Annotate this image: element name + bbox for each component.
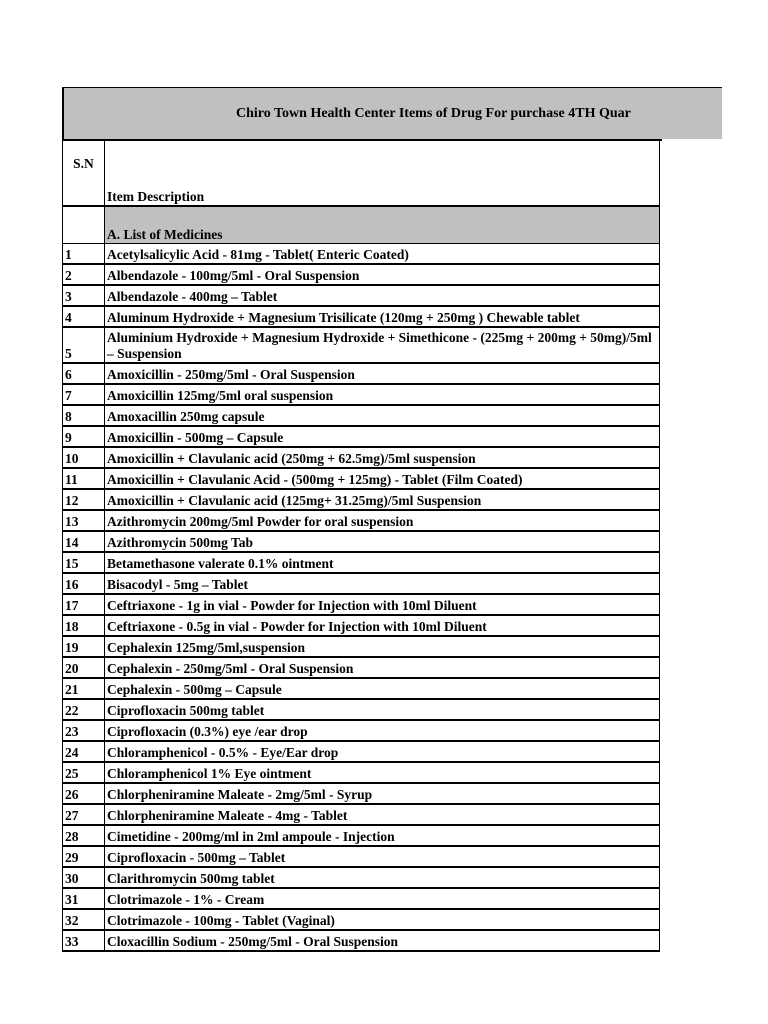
row-sn: 28	[63, 825, 105, 846]
title-row	[62, 87, 722, 139]
row-sn: 5	[63, 327, 105, 363]
drug-purchase-sheet	[62, 87, 722, 952]
row-sn: 12	[63, 489, 105, 510]
table-row	[63, 384, 660, 405]
table-row	[63, 363, 660, 384]
row-sn: 7	[63, 384, 105, 405]
row-sn: 4	[63, 306, 105, 327]
row-sn: 10	[63, 447, 105, 468]
table-row	[63, 510, 660, 531]
drug-table	[62, 139, 660, 952]
row-description: Aluminium Hydroxide + Magnesium Hydroxide + Simethicone - (225mg + 200mg + 50mg)/5ml – Suspension	[105, 327, 660, 363]
row-description: Albendazole - 400mg – Tablet	[105, 285, 660, 306]
table-row	[63, 468, 660, 489]
table-row	[63, 426, 660, 447]
row-sn: 14	[63, 531, 105, 552]
table-row	[63, 699, 660, 720]
row-description: Cloxacillin Sodium - 250mg/5ml - Oral Suspension	[105, 930, 660, 951]
table-row	[63, 741, 660, 762]
row-description: Amoxicillin 125mg/5ml oral suspension	[105, 384, 660, 405]
table-row	[63, 636, 660, 657]
row-description: Clarithromycin 500mg tablet	[105, 867, 660, 888]
table-row	[63, 762, 660, 783]
table-row	[63, 447, 660, 468]
table-row	[63, 552, 660, 573]
table-row	[63, 825, 660, 846]
table-row	[63, 909, 660, 930]
table-row	[63, 804, 660, 825]
row-sn: 27	[63, 804, 105, 825]
section-title: A. List of Medicines	[105, 206, 660, 244]
row-sn: 16	[63, 573, 105, 594]
table-row	[63, 306, 660, 327]
row-sn: 30	[63, 867, 105, 888]
table-row	[63, 489, 660, 510]
row-sn: 22	[63, 699, 105, 720]
section-sn-cell	[63, 206, 105, 244]
table-row	[63, 615, 660, 636]
row-sn: 17	[63, 594, 105, 615]
table-row	[63, 930, 660, 951]
row-description: Ciprofloxacin - 500mg – Tablet	[105, 846, 660, 867]
table-row	[63, 264, 660, 285]
row-description: Clotrimazole - 1% - Cream	[105, 888, 660, 909]
row-sn: 13	[63, 510, 105, 531]
table-row	[63, 867, 660, 888]
row-sn: 3	[63, 285, 105, 306]
table-row	[63, 327, 660, 363]
table-row	[63, 594, 660, 615]
row-description: Azithromycin 500mg Tab	[105, 531, 660, 552]
table-row	[63, 720, 660, 741]
row-sn: 23	[63, 720, 105, 741]
table-row	[63, 846, 660, 867]
row-description: Chlorpheniramine Maleate - 2mg/5ml - Syrup	[105, 783, 660, 804]
row-sn: 6	[63, 363, 105, 384]
row-sn: 25	[63, 762, 105, 783]
row-sn: 31	[63, 888, 105, 909]
row-description: Amoxicillin + Clavulanic acid (250mg + 62.5mg)/5ml suspension	[105, 447, 660, 468]
table-row	[63, 573, 660, 594]
title-bottom-border	[62, 139, 662, 141]
row-description: Clotrimazole - 100mg - Tablet (Vaginal)	[105, 909, 660, 930]
row-description: Cephalexin - 500mg – Capsule	[105, 678, 660, 699]
row-sn: 9	[63, 426, 105, 447]
row-description: Cimetidine - 200mg/ml in 2ml ampoule - Injection	[105, 825, 660, 846]
row-sn: 19	[63, 636, 105, 657]
row-description: Chloramphenicol - 0.5% - Eye/Ear drop	[105, 741, 660, 762]
row-sn: 2	[63, 264, 105, 285]
table-row	[63, 531, 660, 552]
row-description: Bisacodyl - 5mg – Tablet	[105, 573, 660, 594]
row-sn: 29	[63, 846, 105, 867]
row-sn: 33	[63, 930, 105, 951]
row-description: Ciprofloxacin (0.3%) eye /ear drop	[105, 720, 660, 741]
row-description: Ciprofloxacin 500mg tablet	[105, 699, 660, 720]
row-description: Acetylsalicylic Acid - 81mg - Tablet( Enteric Coated)	[105, 244, 660, 265]
table-row	[63, 405, 660, 426]
title-top-border	[62, 87, 662, 88]
row-sn: 24	[63, 741, 105, 762]
row-description: Aluminum Hydroxide + Magnesium Trisilicate (120mg + 250mg ) Chewable tablet	[105, 306, 660, 327]
row-description: Betamethasone valerate 0.1% ointment	[105, 552, 660, 573]
table-row	[63, 244, 660, 265]
sheet-title: Chiro Town Health Center Items of Drug For purchase 4TH Quar	[236, 106, 631, 121]
row-description: Cephalexin - 250mg/5ml - Oral Suspension	[105, 657, 660, 678]
header-sn: S.N	[63, 140, 105, 207]
row-description: Amoxicillin - 250mg/5ml - Oral Suspension	[105, 363, 660, 384]
row-description: Ceftriaxone - 0.5g in vial - Powder for Injection with 10ml Diluent	[105, 615, 660, 636]
table-row	[63, 888, 660, 909]
table-row	[63, 678, 660, 699]
table-row	[63, 285, 660, 306]
row-sn: 26	[63, 783, 105, 804]
row-description: Albendazole - 100mg/5ml - Oral Suspension	[105, 264, 660, 285]
table-row	[63, 783, 660, 804]
section-row	[63, 206, 660, 244]
row-description: Cephalexin 125mg/5ml,suspension	[105, 636, 660, 657]
row-description: Azithromycin 200mg/5ml Powder for oral suspension	[105, 510, 660, 531]
header-row	[63, 140, 660, 207]
row-description: Amoxicillin + Clavulanic acid (125mg+ 31.25mg)/5ml Suspension	[105, 489, 660, 510]
table-row	[63, 657, 660, 678]
row-sn: 21	[63, 678, 105, 699]
row-sn: 1	[63, 244, 105, 265]
row-description: Chlorpheniramine Maleate - 4mg - Tablet	[105, 804, 660, 825]
row-description: Ceftriaxone - 1g in vial - Powder for Injection with 10ml Diluent	[105, 594, 660, 615]
row-sn: 15	[63, 552, 105, 573]
row-sn: 11	[63, 468, 105, 489]
row-description: Amoxicillin - 500mg – Capsule	[105, 426, 660, 447]
row-description: Chloramphenicol 1% Eye ointment	[105, 762, 660, 783]
header-item-description: Item Description	[105, 140, 660, 207]
row-description: Amoxicillin + Clavulanic Acid - (500mg + 125mg) - Tablet (Film Coated)	[105, 468, 660, 489]
row-description: Amoxacillin 250mg capsule	[105, 405, 660, 426]
row-sn: 8	[63, 405, 105, 426]
row-sn: 18	[63, 615, 105, 636]
row-sn: 20	[63, 657, 105, 678]
row-sn: 32	[63, 909, 105, 930]
